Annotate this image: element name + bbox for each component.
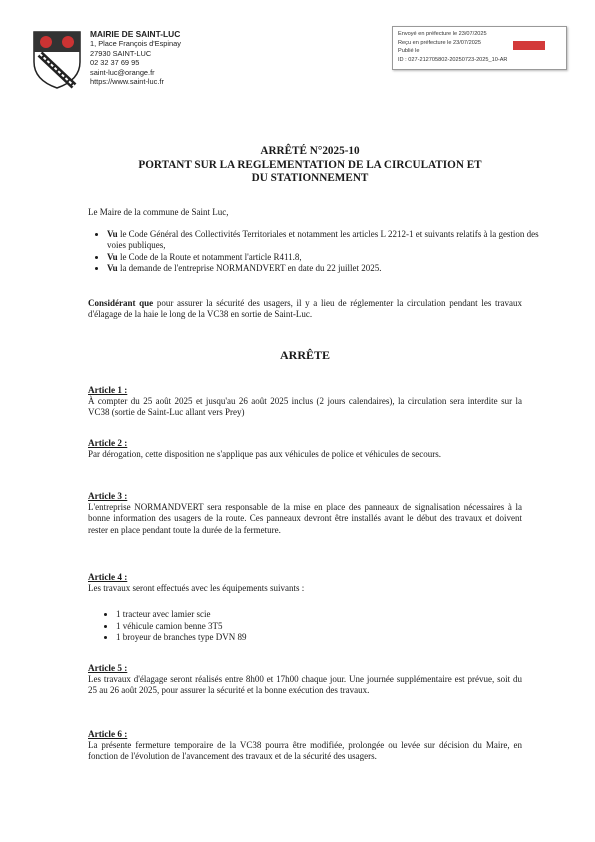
- vu-keyword: Vu: [107, 251, 118, 262]
- article-1-heading: Article 1 :: [88, 385, 128, 395]
- article-5-heading: Article 5 :: [88, 663, 128, 673]
- stamp-line-2: Reçu en préfecture le 23/07/2025: [398, 39, 482, 46]
- stamp-line-1: Envoyé en préfecture le 23/07/2025: [398, 31, 487, 37]
- vu-item: [107, 252, 539, 263]
- article-2-text: Par dérogation, cette disposition ne s'applique pas aux véhicules de police et véhicules de secours.: [88, 449, 442, 459]
- article-2-heading: Article 2 :: [88, 438, 128, 448]
- prefecture-stamp: [392, 26, 567, 70]
- article-6-heading: Article 6 :: [88, 729, 128, 739]
- arrete-heading: ARRÊTE: [279, 348, 330, 362]
- article-3-text: L'entreprise NORMANDVERT sera responsable de la mise en place des panneaux de signalisation nécessaires à la bonne information des usagers de la route. Ces panneaux devront être installés avant le début des travaux et doivent rester en place pendant toute la durée de la fermeture.: [88, 502, 522, 535]
- article-4-text: Les travaux seront effectués avec les équipements suivants :: [88, 583, 305, 593]
- considerant-paragraph: [88, 298, 522, 321]
- stamp-line-4: ID : 027-212705802-20250723-2025_10-AR: [398, 56, 508, 63]
- phone-number: 02 32 37 69 95: [90, 58, 140, 68]
- equipment-item: • 1 broyeur de branches type DVN 89: [116, 632, 416, 644]
- vu-keyword: Vu: [107, 229, 118, 239]
- title-line-3: DU STATIONNEMENT: [251, 172, 369, 184]
- address-line-2: 27930 SAINT-LUC: [90, 48, 152, 58]
- document-title: [60, 145, 560, 186]
- address-line-1: 1, Place François d'Espinay: [90, 39, 181, 48]
- vu-text: la demande de l'entreprise NORMANDVERT en date du 22 juillet 2025.: [117, 262, 382, 273]
- title-line-2: PORTANT SUR LA REGLEMENTATION DE LA CIRCULATION ET: [138, 158, 482, 171]
- stamp-line-3: Publié le: [398, 48, 420, 55]
- considerant-text: pour assurer la sécurité des usagers, il y a lieu de réglementer la circulation pendant les travaux d'élagage de la haie le long de la VC38 en sortie de Saint-Luc.: [88, 298, 522, 320]
- vu-item: [107, 263, 539, 274]
- equipment-item: • 1 tracteur avec lamier scie: [116, 609, 416, 621]
- intro-paragraph: Le Maire de la commune de Saint Luc,: [88, 207, 229, 217]
- vu-item: [107, 229, 539, 252]
- considerant-keyword: Considérant que: [88, 298, 154, 308]
- article-6-text: La présente fermeture temporaire de la VC38 pourra être modifiée, prolongée ou levée sur décision du Maire, en fonction de l'évolution de l'avancement des travaux et de la sécurité des usagers.: [88, 740, 522, 762]
- equipment-item: • 1 véhicule camion benne 3T5: [116, 621, 416, 633]
- email-address: saint-luc@orange.fr: [90, 67, 155, 77]
- article-3-heading: Article 3 :: [88, 491, 128, 501]
- article-1-text: À compter du 25 août 2025 et jusqu'au 26 août 2025 inclus (2 jours calendaires), la circulation sera interdite sur la VC38 (sortie de Saint-Luc allant vers Prey): [88, 396, 522, 418]
- vu-text: le Code Général des Collectivités Territoriales et notamment les articles L 2212-1 et suivants relatifs à la gestion des voies publiques,: [107, 229, 539, 251]
- mairie-address-block: [90, 29, 181, 87]
- title-line-1: ARRÊTÉ N°2025-10: [260, 145, 360, 157]
- coat-of-arms-logo: [32, 30, 82, 90]
- prefecture-logo: [513, 41, 545, 50]
- vu-text: le Code de la Route et notamment l'article R411.8,: [117, 251, 302, 262]
- article-4-heading: Article 4 :: [88, 572, 128, 582]
- mairie-name: MAIRIE DE SAINT-LUC: [90, 29, 181, 39]
- website-url: https://www.saint-luc.fr: [90, 77, 164, 87]
- article-5-text: Les travaux d'élagage seront réalisés entre 8h00 et 17h00 chaque jour. Une journée supplémentaire est prévue, soit du 25 au 26 août 2025, pour assurer la sécurité et la bonne exécution des travaux.: [88, 674, 522, 696]
- vu-keyword: Vu: [107, 262, 118, 273]
- vu-list: [88, 229, 539, 274]
- equipment-list: [104, 609, 416, 644]
